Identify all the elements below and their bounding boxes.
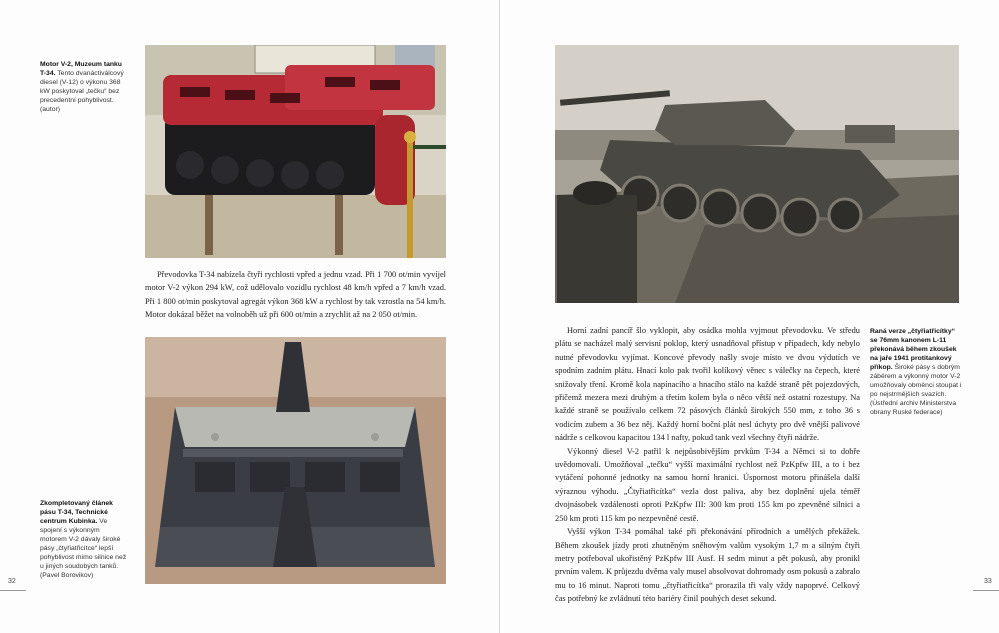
left-body-paragraph (145, 268, 446, 322)
engine-illustration (145, 45, 446, 258)
folio-rule-right (973, 590, 999, 591)
tank-illustration (555, 45, 959, 303)
tank-caption-text: Široké pásy s dobrým záběrem a výkonný motor V-2 umožňovaly obměnci stoupat i po nejstrmějších svazích. (Ústřední archiv Ministerstva obrany Ruské federace) (870, 364, 962, 416)
right-body-text (555, 324, 860, 606)
tank-photo (555, 45, 959, 303)
track-caption-title: Zkompletovaný článek pásu T-34, Technické centrum Kubinka. (40, 500, 113, 525)
right-paragraph-1: Horní zadní pancíř šlo vyklopit, aby osádka mohla vyjmout převodovku. Ve středu plátu se nacházel malý servisní poklop, který usnadňoval přístup v případech, kdy nebylo nutné převodovku vyjímat. Koncové převody našly svoje místo ve dvou výdutích ve spodním zadním plátu. Hnací kolo pak tvořil kolíkový věnec s válečky na čepech, které snižovaly tření. Kromě kola napínacího a hnacího stálo na každé straně pět pojezdových, přičemž mezera mezi druhým a třetím kolem byla o něco větší než ostatní rozestupy. Na každé straně se používalo celkem 72 pásových článků širokých 550 mm, z toho 36 s vodicím zubem a 36 bez něj. Každý horní boční plát nesl úchyty pro dvě vnější palivové nádrže s celkovou kapacitou 134 l nafty, pokud tank vezl všechny čtyři nádrže. (555, 326, 860, 443)
left-paragraph: Převodovka T-34 nabízela čtyři rychlosti vpřed a jednu vzad. Při 1 700 ot/min vyvíjel motor V-2 výkon 294 kW, což udělovalo vozidlu rychlost 48 km/h vpřed a 7 km/h vzad. Při 1 800 ot/min poskytoval agregát výkon 368 kW a rychlost by tak vzrostla na 54 km/h. Motor dokázal běžet na volnoběh už při 600 ot/min a zrychlit až na 2 050 ot/min. (145, 270, 446, 320)
left-page (0, 0, 499, 633)
tank-caption-title: Raná verze „čtyřiatřicítky“ se 76mm kanonem L-11 překonává během zkoušek na jaře 1941 protitankový příkop. (870, 328, 957, 371)
engine-caption-text: Tento dvanáctiválcový diesel (V-12) o výkonu 368 kW poskytoval „tečku“ bez precedentní pohyblivost. (autor) (40, 70, 124, 113)
page-number-left: 32 (8, 578, 16, 585)
folio-rule-left (0, 590, 26, 591)
track-caption-text: Ve spojení s výkonným motorem V-2 dávaly široké pásy „čtyřiatřicítce“ lepší pohyblivost mimo silnice než u jiných soudobých tanků. (Pavel Borovikov) (40, 518, 127, 579)
track-link-illustration (145, 337, 446, 584)
engine-caption-title: Motor V-2, Muzeum tanku T-34. (40, 61, 122, 77)
right-paragraph-2: Výkonný diesel V-2 patřil k nejpůsobivějším prvkům T-34 a Němci si to dobře uvědomovali. Umožňoval „tečku“ vyšší maximální rychlost než PzKpfw III, a to i bez vytáčení pohonné jednotky na samou horní hranici. Úspornost motoru přinášela další výraznou výhodu. „Čtyřiatřicítka“ vezla dost paliva, aby bez doplnění ujela téměř dvojnásobek vzdálenosti oproti PzKpfw III: 300 km proti 155 km po zpevněné silnici a 250 km proti 115 km po nezpevněné cestě. (555, 446, 860, 523)
right-paragraph-3: Vyšší výkon T-34 pomáhal také při překonávání přírodních a umělých překážek. Během zkoušek jízdy proti zhutněným sněhovým valům vysokým 1,7 m a silným čtyři metry potřeboval ukořistěný PzKpfw III Ausf. H sedm minut a pět pokusů, aby pronikl prvním valem. K průjezdu dvěma valy musel absolvovat dohromady osm pokusů a zabralo mu to 16 minut. Naproti tomu „čtyřiatřicítka“ prorazila tři valy vždy napoprvé. Celkový čas potřebný ke zvládnutí této bariéry činil pouhých deset sekund. (555, 527, 860, 604)
engine-photo (145, 45, 446, 258)
track-link-photo (145, 337, 446, 584)
tank-photo-caption (870, 327, 962, 417)
page-number-right: 33 (984, 578, 992, 585)
track-photo-caption (40, 499, 128, 580)
right-page (500, 0, 999, 633)
engine-photo-caption (40, 60, 128, 114)
